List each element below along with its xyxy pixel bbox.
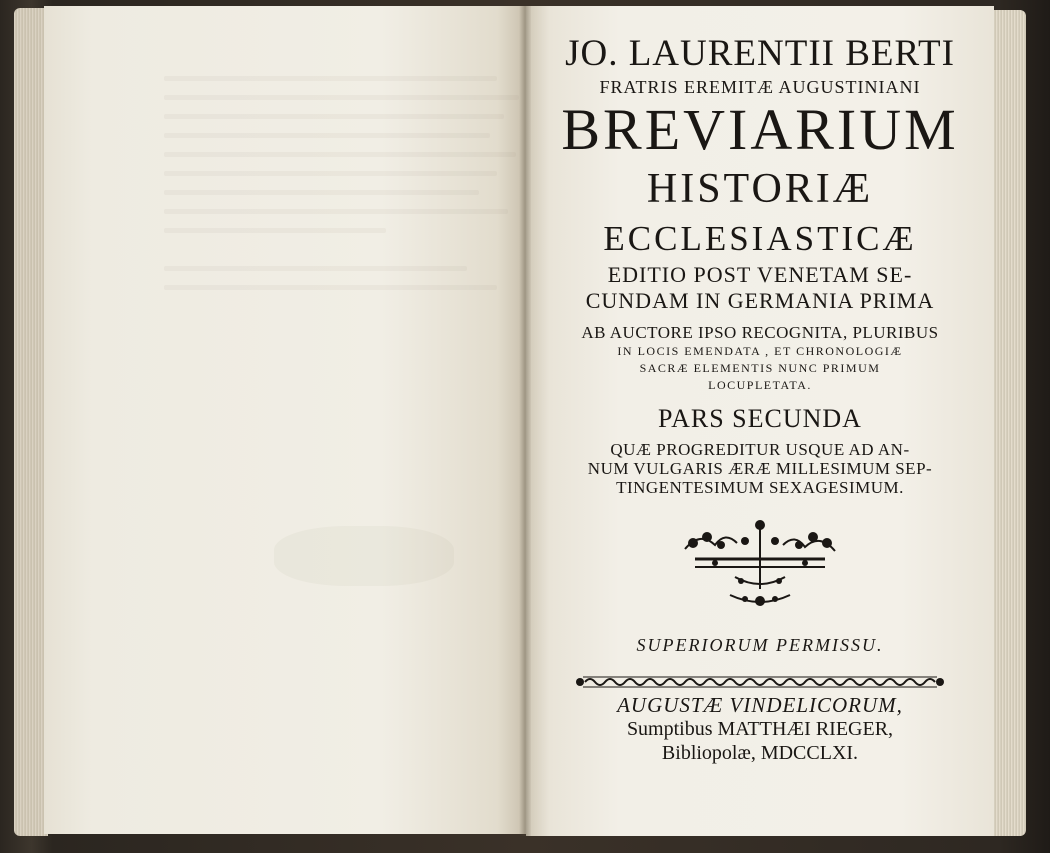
recognition-line-3: SACRÆ ELEMENTIS NUNC PRIMUM <box>639 361 881 375</box>
scope-line-3: TINGENTESIMUM SEXAGESIMUM. <box>616 478 904 497</box>
edition-line-1: EDITIO POST VENETAM SE- <box>607 262 913 287</box>
permission-note: SUPERIORUM PERMISSU. <box>636 635 884 655</box>
edition-line-2: CUNDAM IN GERMANIA PRIMA <box>585 288 935 313</box>
title-breviarium: BREVIARIUM <box>561 97 959 162</box>
religious-order: FRATRIS EREMITÆ AUGUSTINIANI <box>599 77 921 97</box>
author-name: JO. LAURENTII BERTI <box>565 33 955 74</box>
floral-ornament-icon <box>675 519 845 611</box>
imprint-city: AUGUSTÆ VINDELICORUM, <box>617 693 903 717</box>
show-through-ornament <box>274 526 454 586</box>
recognition-line-2: IN LOCIS EMENDATA , ET CHRONOLOGIÆ <box>617 344 903 358</box>
part-heading: PARS SECUNDA <box>658 404 862 433</box>
title-page-text <box>526 20 994 765</box>
page-edges-right <box>990 10 1026 836</box>
title-historiae: HISTORIÆ <box>646 166 874 212</box>
left-page-blank <box>44 6 526 834</box>
show-through-text <box>164 76 534 304</box>
recognition-line-1: AB AUCTORE IPSO RECOGNITA, PLURIBUS <box>581 323 939 342</box>
page-edges-left <box>14 8 48 836</box>
title-ecclesiasticae: ECCLESIASTICÆ <box>603 219 917 258</box>
imprint-publisher: Sumptibus MATTHÆI RIEGER, <box>626 718 894 740</box>
recognition-line-4: LOCUPLETATA. <box>708 378 812 392</box>
scope-line-1: QUÆ PROGREDITUR USQUE AD AN- <box>610 440 910 459</box>
imprint-bookseller-year: Bibliopolæ, MDCCLXI. <box>661 742 859 764</box>
scope-line-2: NUM VULGARIS ÆRÆ MILLESIMUM SEP- <box>587 459 933 478</box>
wave-rule-icon <box>575 675 945 689</box>
